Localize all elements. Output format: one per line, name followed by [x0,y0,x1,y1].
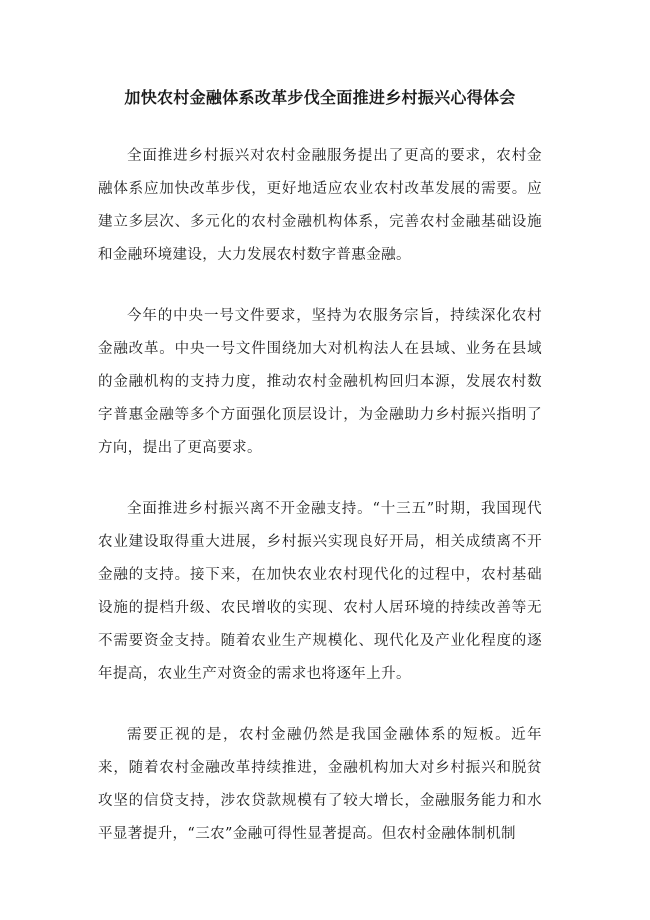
paragraph-2: 今年的中央一号文件要求，坚持为农服务宗旨，持续深化农村金融改革。中央一号文件围绕加大对机构法人在县域、业务在县域的金融机构的支持力度，推动农村金融机构回归本源，发展农村数字普惠金融等多个方面强化顶层设计，为金融助力乡村振兴指明了方向，提出了更高要求。 [98,308,542,456]
paragraph-1: 全面推进乡村振兴对农村金融服务提出了更高的要求，农村金融体系应加快改革步伐，更好地适应农业农村改革发展的需要。应建立多层次、多元化的农村金融机构体系，完善农村金融基础设施和金融环境建设，大力发展农村数字普惠金融。 [98,148,542,263]
paragraph-3: 全面推进乡村振兴离不开金融支持。“十三五”时期，我国现代农业建设取得重大进展，乡村振兴实现良好开局，相关成绩离不开金融的支持。接下来，在加快农业农村现代化的过程中，农村基础设施的提档升级、农民增收的实现、农村人居环境的持续改善等无不需要资金支持。随着农业生产规模化、现代化及产业化程度的逐年提高，农业生产对资金的需求也将逐年上升。 [98,501,542,682]
document-title: 加快农村金融体系改革步伐全面推进乡村振兴心得体会 [124,88,516,107]
paragraph-4: 需要正视的是，农村金融仍然是我国金融体系的短板。近年来，随着农村金融改革持续推进，金融机构加大对乡村振兴和脱贫攻坚的信贷支持，涉农贷款规模有了较大增长，金融服务能力和水平显著提升，“三农”金融可得性显著提高。但农村金融体制机制 [98,727,542,842]
